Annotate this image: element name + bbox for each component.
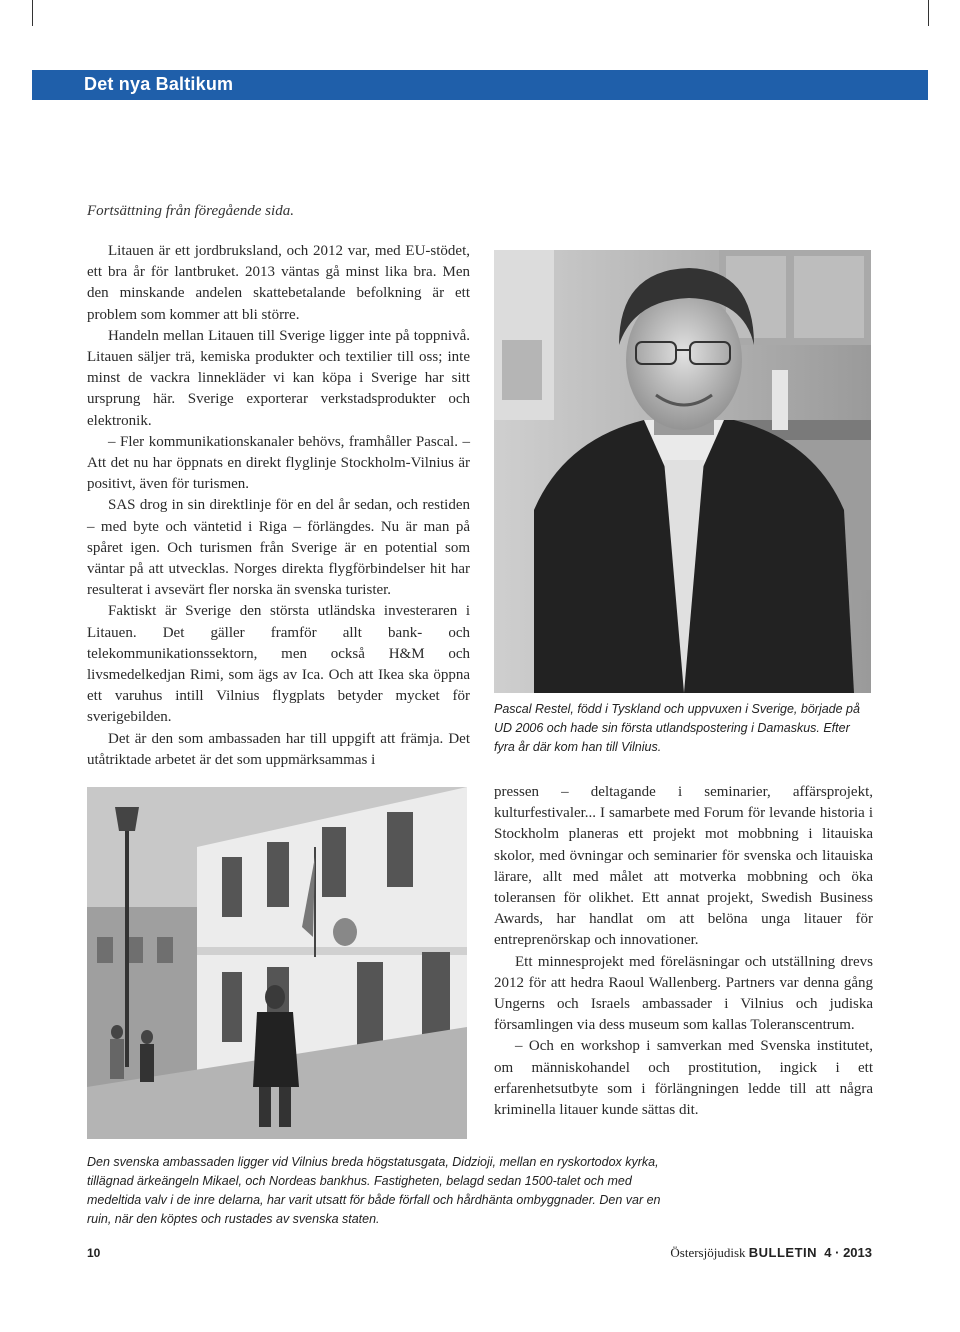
street-photo xyxy=(87,787,467,1139)
paragraph: pressen – deltagande i seminarier, affärsprojekt, kulturfestivaler... I samarbete med Forum för levande historia i Stockholm planeras ett projekt mot mobbning i litauiska skolor, med övningar och seminarier för svenska och litauiska lärare, allt med målet att motverka mobbning och öka toleransen för olikhet. Ett annat projekt, Swedish Business Awards, har handlat om att belöna unga litauer för entreprenörskap och innovationer. xyxy=(494,784,873,949)
paragraph: Det är den som ambassaden har till uppgift att främja. Det utåtriktade arbetet är det som uppmärksammas i xyxy=(87,730,470,768)
publication-footer xyxy=(670,1245,872,1261)
section-title: Det nya Baltikum xyxy=(84,74,234,94)
paragraph: Ett minnesprojekt med föreläsningar och utställning drevs 2012 för att hedra Raoul Wallenberg. Partners var denna gång Ungerns och Israels ambassader i Vilnius och judiska församlingen via dess museum som kallas Toleranscentrum. xyxy=(494,953,873,1034)
crop-mark-left xyxy=(32,0,33,26)
paragraph: Litauen är ett jordbruksland, och 2012 var, med EU-stödet, ett bra år för lantbruket. 2013 väntas gå minst lika bra. Men den minskande andelen skattebetalande befolkning är ett problem som kommer att bli större. xyxy=(87,243,470,323)
right-text-column xyxy=(494,782,873,1121)
portrait-photo-illustration xyxy=(494,250,871,693)
continued-note: Fortsättning från föregående sida. xyxy=(87,203,294,219)
section-header-bar xyxy=(32,70,928,100)
street-caption: Den svenska ambassaden ligger vid Vilnius breda högstatusgata, Didzioji, mellan en ryskortodox kyrka, tillägnad ärkeängeln Mikael, och Nordeas bankhus. Fastigheten, belagd sedan 1500-talet och med medeltida valv i de inre delarna, har varit utsatt för både förfall och hårdhänta ombyggnader. Den var en ruin, när den köptes och rustades av svenska staten. xyxy=(87,1155,661,1226)
paragraph: – Fler kommunikationskanaler behövs, framhåller Pascal. – Att det nu har öppnats en direkt flyglinje Stockholm-Vilnius är positivt, även för turismen. xyxy=(87,433,470,493)
street-photo-illustration xyxy=(87,787,467,1139)
crop-mark-right xyxy=(928,0,929,26)
paragraph: SAS drog in sin direktlinje för en del år sedan, och restiden – med byte och väntetid i Riga – förlängdes. Nu är man på spåret igen. Och turismen från Sverige är en potential som väntar på att utvecklas. Norges direkta flygförbindelser hit har resulterat i avsevärt fler norska än svenska turister. xyxy=(87,497,470,599)
page-number: 10 xyxy=(87,1246,101,1260)
paragraph: Faktiskt är Sverige den största utländska investeraren i Litauen. Det gäller framför allt bank- och telekommunikationssektorn, men också H&M och livsmedelkedjan Rimi, som ägs av Ica. Och att Ikea ska öppna ett varuhus intill Vilnius flygplats betyder mycket för sverigebilden. xyxy=(87,603,470,726)
publication-brand: BULLETIN xyxy=(748,1245,818,1260)
portrait-caption: Pascal Restel, född i Tyskland och uppvuxen i Sverige, började på UD 2006 och hade sin första utlandspostering i Damaskus. Efter fyra år där kom han till Vilnius. xyxy=(494,702,860,754)
left-text-column xyxy=(87,241,470,771)
issue-number: 4 · 2013 xyxy=(824,1245,872,1260)
paragraph: Handeln mellan Litauen till Sverige ligger inte på toppnivå. Litauen säljer trä, kemiska produkter och textilier till oss; inte minst de vackra linnekläder vi kan köpa i Sverige har sitt ursprung här. Sverige exporterar verkstadsprodukter och elektronik. xyxy=(87,327,470,429)
portrait-photo xyxy=(494,250,871,693)
paragraph: – Och en workshop i samverkan med Svenska institutet, om människohandel och prostitution, ingick i ett erfarenhetsutbyte som i förlängningen ledde till att några kriminella litauer kunde sättas dit. xyxy=(494,1038,873,1119)
publication-prefix: Östersjöjudisk xyxy=(670,1245,746,1260)
